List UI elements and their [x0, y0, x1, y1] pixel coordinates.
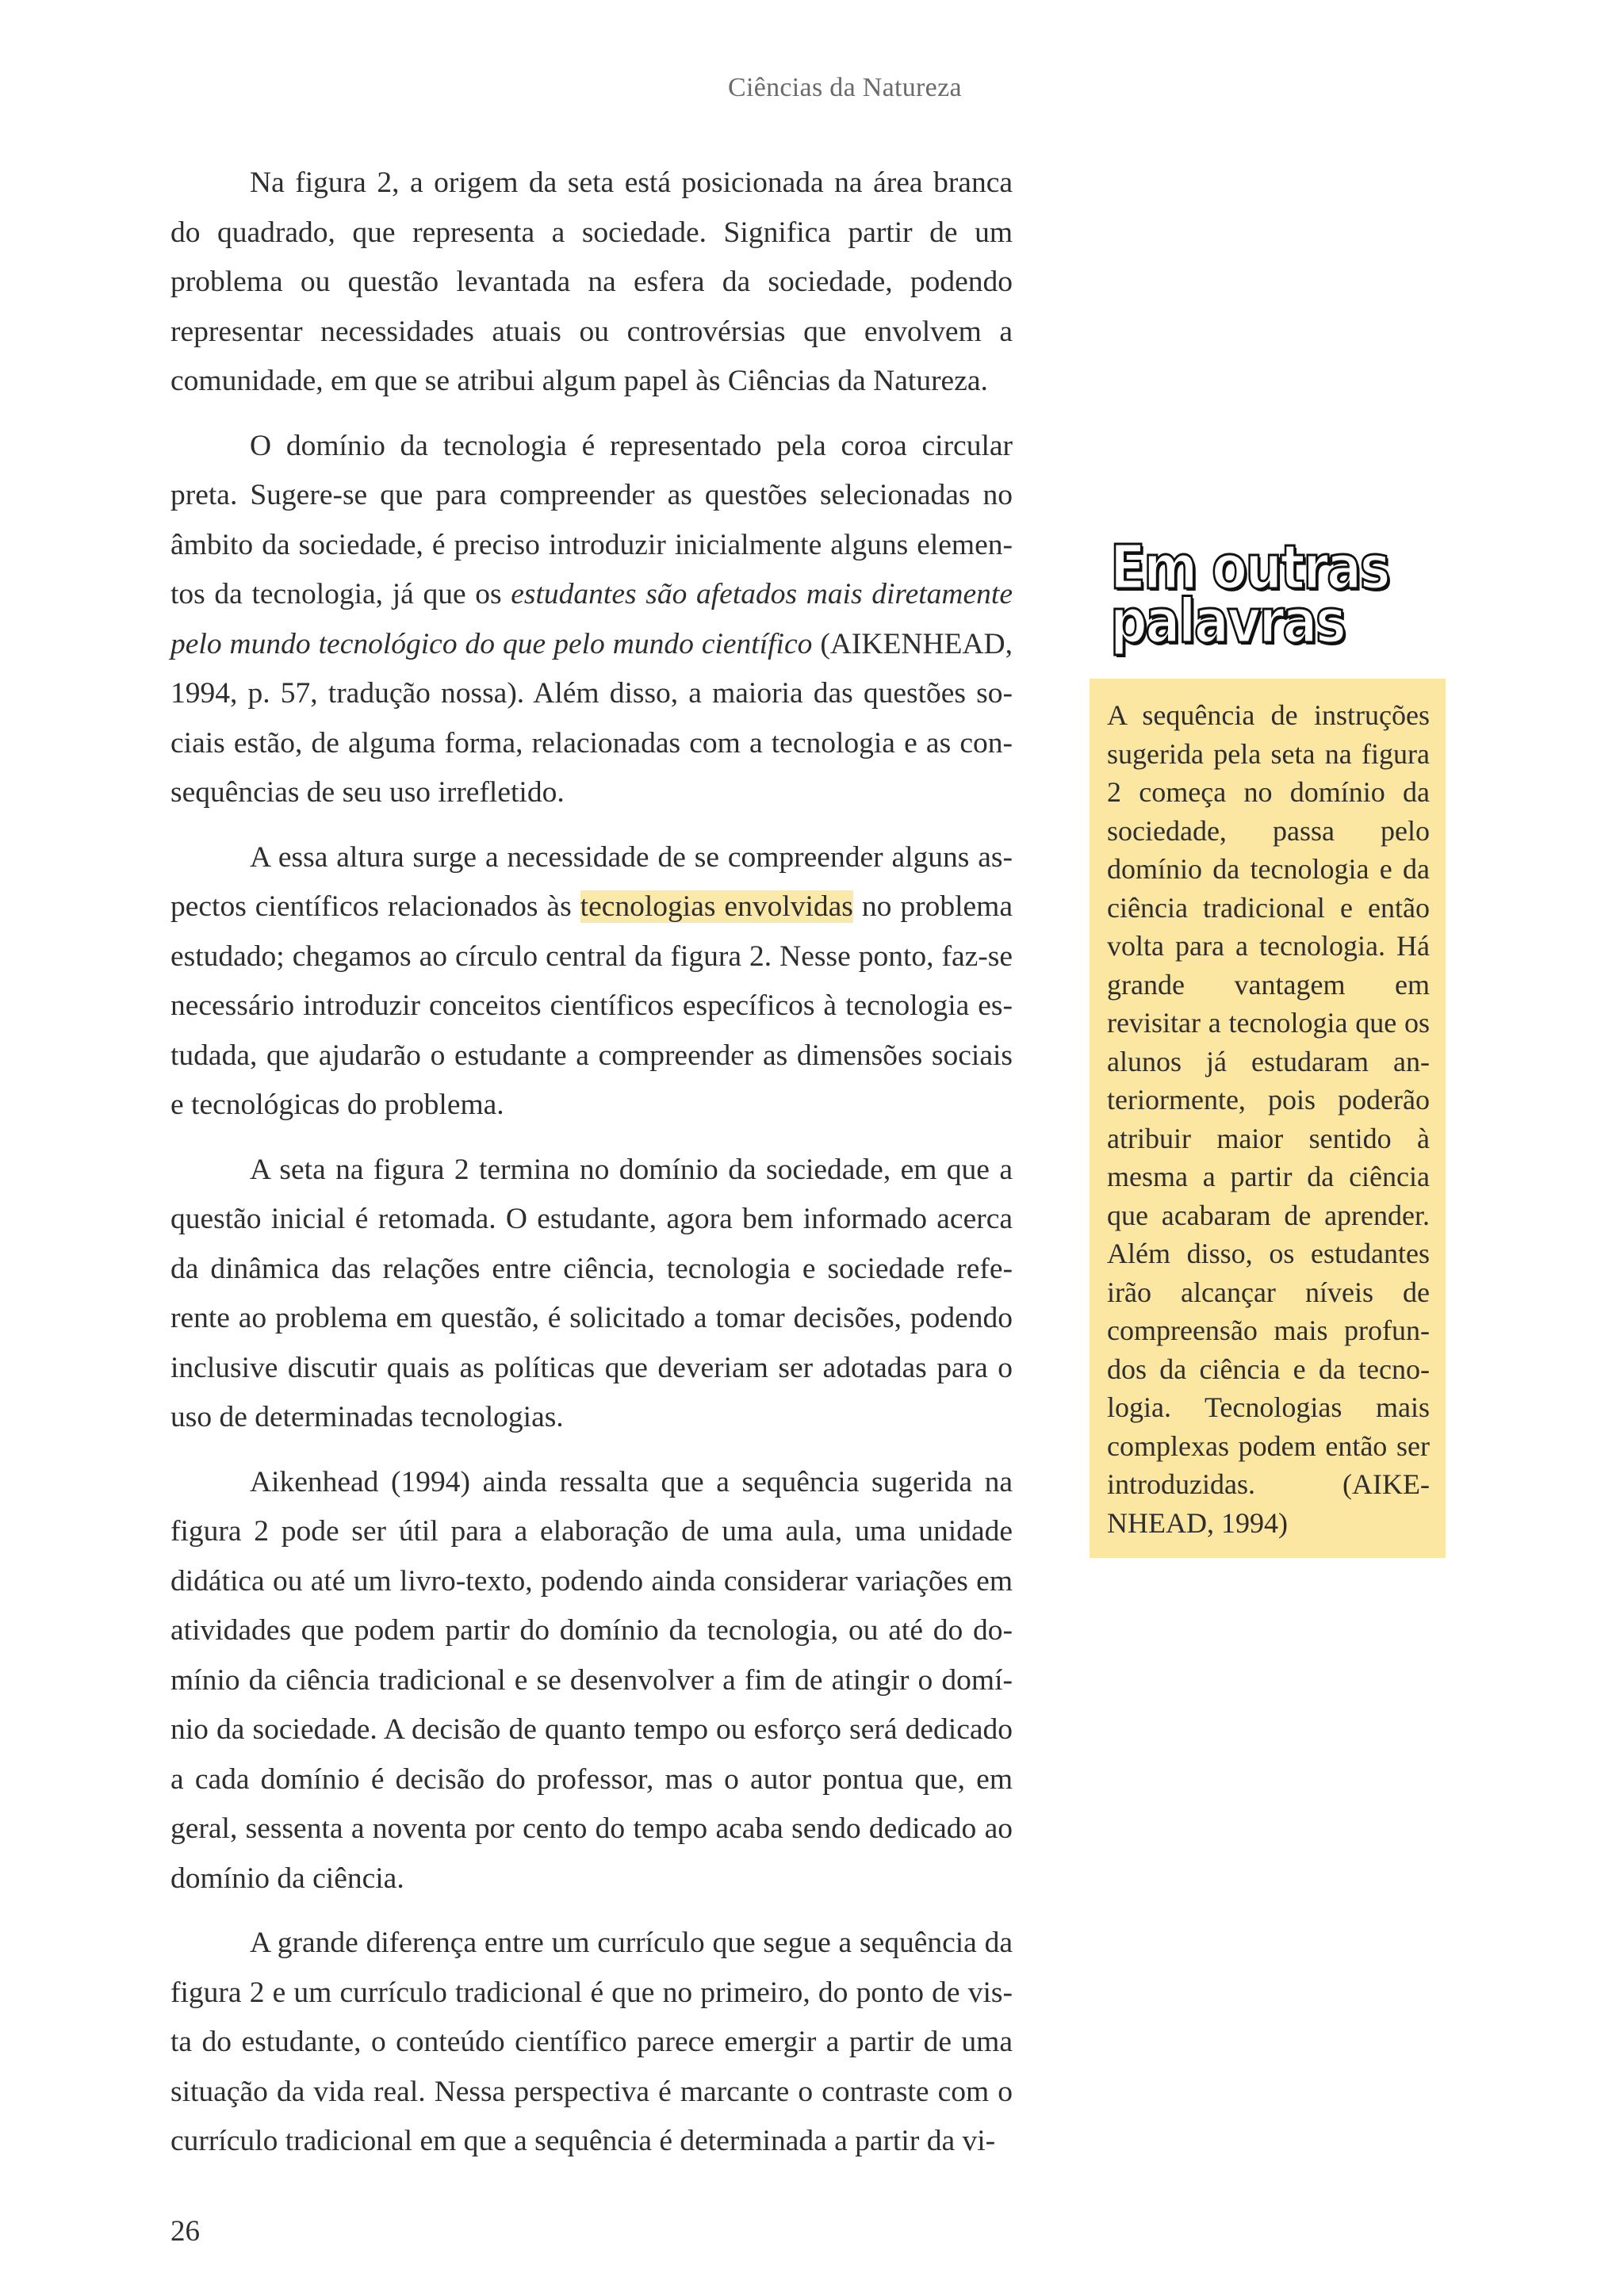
sidebar-heading: [1110, 533, 1388, 657]
running-head: Ciências da Natureza: [728, 73, 962, 102]
paragraph-2-text-b: (AIKENHEAD, 1994, p. 57, tradução nossa). Além disso, a maioria das questões sociais estão, de alguma forma, relacionadas com a tecnologia e as consequências de seu uso irrefletido.: [170, 627, 1013, 809]
paragraph-1: Na figura 2, a origem da seta está posicionada na área branca do quadrado, que representa a sociedade. Significa partir de um problema ou questão levantada na esfera da sociedade, podendo representar necessidades atuais ou controvérsias que envolvem a comunidade, em que se atribui algum papel às Ciências da Natureza.: [170, 166, 1013, 397]
main-text: [170, 159, 1013, 2182]
paragraph-6: A grande diferença entre um currículo que segue a sequência da figura 2 e um currículo tradicional é que no primeiro, do ponto de vista do estudante, o conteúdo científico parece emergir a partir de uma situação da vida real. Nessa perspectiva é marcante o contraste com o currículo tradicional em que a sequência é determinada a partir da vi-: [170, 1927, 1013, 2157]
sidebar-heading-line-1: Em outras: [1110, 533, 1388, 603]
paragraph-2-text-a: O domínio da tecnologia é representado pela coroa circular preta. Sugere-se que para compreender as questões selecionadas no âmbito da sociedade, é preciso introduzir inicialmente alguns elementos da tecnologia, já que os: [170, 429, 1013, 610]
paragraph-3-text-b: no problema estudado; chegamos ao círculo central da figura 2. Nesse ponto, faz-se necessário introduzir conceitos científicos específicos à tecnologia estudada, que ajudarão o estudante a compreender as dimensões sociais e tecnológicas do problema.: [170, 890, 1013, 1121]
italic-quote: estudantes são afetados mais diretamente pelo mundo tecnológico do que pelo mundo científico: [170, 578, 1013, 660]
paragraph-3: [170, 833, 1013, 1131]
sidebar-heading-line-2: palavras: [1110, 587, 1345, 657]
page-number: 26: [170, 2215, 200, 2248]
paragraph-2: [170, 422, 1013, 818]
callout-box: [1090, 679, 1446, 1558]
paragraph-4: A seta na figura 2 termina no domínio da sociedade, em que a questão inicial é retomada. O estudante, agora bem informado acerca da dinâmica das relações entre ciência, tecnologia e sociedade referente ao problema em questão, é solicitado a tomar decisões, podendo inclusive discutir quais as políticas que deveriam ser adotadas para o uso de determinadas tecnologias.: [170, 1153, 1013, 1433]
paragraph-5: Aikenhead (1994) ainda ressalta que a sequência sugerida na figura 2 pode ser útil para a elaboração de uma aula, uma unidade didática ou até um livro-texto, podendo ainda considerar variações em atividades que podem partir do domínio da tecnologia, ou até do domínio da ciência tradicional e se desenvolver a fim de atingir o domínio da sociedade. A decisão de quanto tempo ou esforço será dedicado a cada domínio é decisão do professor, mas o autor pontua que, em geral, sessenta a noventa por cento do tempo acaba sendo dedicado ao domínio da ciência.: [170, 1465, 1013, 1895]
paragraph-3-text-a: A essa altura surge a necessidade de se compreender alguns aspectos científicos relacionados às: [170, 840, 1013, 923]
callout-text: A sequência de instruções sugerida pela seta na figura 2 começa no domínio da sociedade, passa pelo domínio da tecnologia e da ciência tradicional e então volta para a tecnologia. Há grande vantagem em revisitar a tecnologia que os alunos já estudaram anteriormente, pois poderão atribuir maior sentido à mesma a partir da ciência que acabaram de aprender. Além disso, os estudantes irão alcançar níveis de compreensão mais profundos da ciência e da tecnologia. Tecnologias mais complexas podem então ser introduzidas. (AIKENHEAD, 1994): [1107, 699, 1430, 1539]
highlighted-term: tecnologias envolvidas: [580, 890, 853, 923]
